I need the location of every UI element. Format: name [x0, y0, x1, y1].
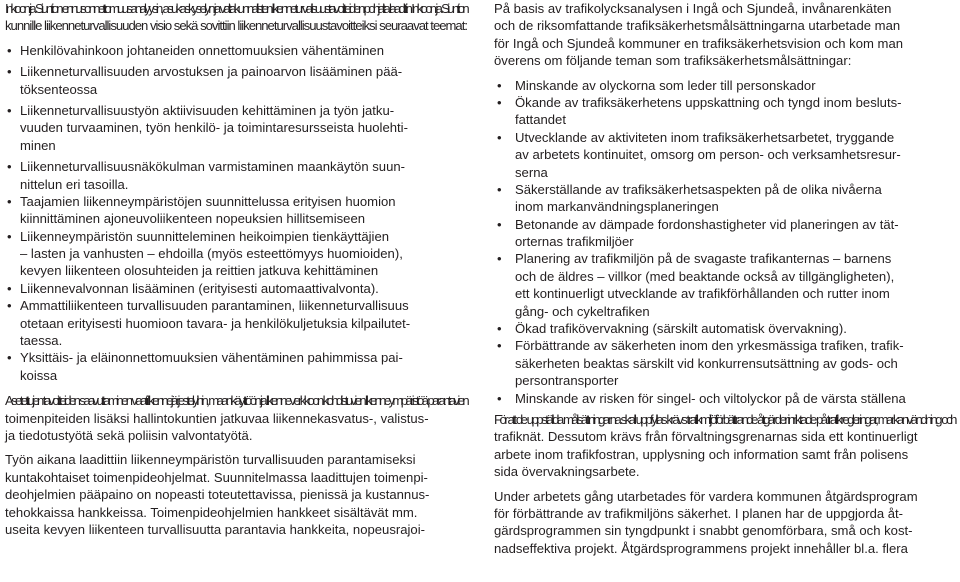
list-item: • Säkerställande av trafiksäkerhetsaspekten på de olika nivåerna: [494, 181, 955, 198]
list-item-continuation: fattandet: [515, 112, 566, 128]
finnish-column: [5, 0, 467, 538]
list-item-continuation: koissa: [20, 367, 58, 383]
intro-paragraph-sv: [494, 0, 955, 70]
list-item: • Taajamien liikenneympäristöjen suunnittelussa erityisen huomion: [5, 193, 467, 210]
text-line: överens om följande teman som trafiksäkerhetsmålsättningar:: [494, 53, 852, 69]
body-paragraph-sv: [494, 411, 955, 481]
list-item-continuation: kevyen liikenteen olosuhteiden ja reittien jatkuva kehittäminen: [20, 263, 379, 279]
list-item: • Minskande av risken för singel- och viltolyckor på de värsta ställena: [494, 390, 955, 407]
list-item: • Liikennevalvonnan lisääminen (erityisesti automaattivalvonta).: [5, 280, 467, 297]
text-line: tehokkaissa hankkeissa. Toimenpideohjelmien hankkeet sisältävät mm.: [5, 504, 418, 520]
list-item-continuation: kiinnittäminen ajoneuvoliikenteen nopeuksien hillitsemiseen: [20, 211, 366, 227]
list-item-continuation: vuuden turvaaminen, työn henkilö- ja toimintaresursseista huolehti-: [20, 120, 408, 136]
list-item: • Liikenneturvallisuustyön aktiivisuuden kehittäminen ja työn jatku-: [5, 102, 467, 119]
text-line: kunnille liikenneturvallisuuden visio sekä sovittiin liikenneturvallisuustavoitteiksi seuraavat teemat:: [5, 18, 467, 34]
list-item: • Yksittäis- ja eläinonnettomuuksien vähentäminen pahimmissa pai-: [5, 349, 467, 366]
list-item-continuation: inom markanvändningsplaneringen: [515, 199, 719, 215]
list-item: • Liikenneympäristön suunnitteleminen heikoimpien tienkäyttäjien: [5, 228, 467, 245]
list-item-continuation: otetaan erityisesti huomioon tavara- ja henkilökuljetuksia kilpailutet-: [20, 315, 411, 331]
list-item-continuation: säkerheten beaktas särskilt vid konkurrensutsättning av gods- och: [515, 355, 898, 371]
list-item: • Ökad trafikövervakning (särskilt automatisk övervakning).: [494, 320, 955, 337]
list-item-continuation: ett kontinuerligt utvecklande av trafikförhållanden och rutter inom: [515, 286, 890, 302]
text-line: Inkoon ja Siuntion ennusonnettomuusanalyysin, asukaskyselyn ja valtakunnallisten liikenneturvallisuustavoitteiden pohjalta laadittiin Inkoon ja Siuntion: [5, 1, 467, 16]
text-line: Under arbetets gång utarbetades för vardera kommunen åtgärdsprogram: [494, 488, 918, 504]
text-line: Asetettujen tavoitteiden saavuttaminen vaatii liikennejärjestelyihin, maankäyttöön ja liikenneverkkoon kohdistuvien liikenneympäristöä parantavien: [5, 393, 467, 409]
list-item: • Utvecklande av aktiviteten inom trafiksäkerhetsarbetet, tryggande: [494, 129, 955, 146]
list-item-continuation: gång- och cykeltrafiken: [515, 303, 650, 319]
list-item: • Planering av trafikmiljön på de svagaste trafikanternas – barnens: [494, 250, 955, 267]
body-paragraph-fi: [5, 392, 467, 444]
list-item: • Minskande av olyckorna som leder till personskador: [494, 77, 955, 94]
text-line: Työn aikana laadittiin liikenneympäristön turvallisuuden parantamiseksi: [5, 452, 416, 468]
text-line: deohjelmien pääpaino on nopeasti toteutettavissa, pienissä ja kustannus-: [5, 487, 430, 503]
list-item-continuation: serna: [515, 164, 548, 180]
text-line: nadseffektiva projekt. Åtgärdsprogrammens projekt innehåller bl.a. flera: [494, 540, 908, 556]
list-item: • Ammattiliikenteen turvallisuuden parantaminen, liikenneturvallisuus: [5, 297, 467, 314]
text-line: kuntakohtaiset toimenpideohjelmat. Suunnitelmassa laadittujen toimenpi-: [5, 469, 428, 485]
text-line: ja tiedotustyötä sekä poliisin valvontatyötä.: [5, 427, 253, 443]
list-item-continuation: orternas trafikmiljöer: [515, 234, 634, 250]
text-line: för förbättrande av trafikmiljöns säkerhet. I planen har de uppgjorda åt-: [494, 505, 904, 521]
text-line: toimenpiteiden lisäksi hallintokuntien jatkuvaa liikennekasvatus-, valistus-: [5, 410, 429, 426]
list-item: • Liikenneturvallisuuden arvostuksen ja painoarvon lisääminen pää-: [5, 63, 467, 80]
bullet-list-fi: [5, 42, 467, 384]
text-line: För att de uppställda målsättningarna skall uppfyllas krävs trafikmiljöförbättrande åtgärder inriktade på trafikregleringar, markanvändning och: [494, 411, 956, 427]
text-line: för Ingå och Sjundeå kommuner en trafiksäkerhetsvision och kom man: [494, 35, 904, 51]
list-item: • Betonande av dämpade fordonshastigheter vid planeringen av tät-: [494, 216, 955, 233]
list-item-continuation: och de äldres – villkor (med beaktande också av tillgängligheten),: [515, 268, 895, 284]
text-line: sida övervakningsarbete.: [494, 464, 640, 480]
body-paragraph-fi: [5, 451, 467, 538]
list-item-continuation: minen: [20, 137, 56, 153]
text-line: arbete inom trafikfostran, upplysning och information samt från polisens: [494, 446, 909, 462]
list-item-continuation: töksenteossa: [20, 81, 98, 97]
body-paragraph-sv: [494, 488, 955, 558]
list-item: • Henkilövahinkoon johtaneiden onnettomuuksien vähentäminen: [5, 42, 467, 59]
text-line: och de riksomfattande trafiksäkerhetsmålsättningarna utarbetade man: [494, 18, 901, 34]
list-item-continuation: nittelun eri tasoilla.: [20, 176, 129, 192]
list-item: • Ökande av trafiksäkerhetens uppskattning och tyngd inom besluts-: [494, 94, 955, 111]
list-item: • Liikenneturvallisuusnäkökulman varmistaminen maankäytön suun-: [5, 158, 467, 175]
list-item-continuation: taessa.: [20, 333, 63, 349]
swedish-column: [494, 0, 955, 557]
text-line: gärdsprogrammen sin tyngdpunkt i snabbt genomförbara, små och kost-: [494, 523, 913, 539]
text-line: På basis av trafikolycksanalysen i Ingå och Sjundeå, invånarenkäten: [494, 1, 892, 16]
list-item-continuation: persontransporter: [515, 373, 619, 389]
list-item-continuation: av arbetets kontinuitet, omsorg om person- och verksamhetsresur-: [515, 147, 901, 163]
list-item-continuation: – lasten ja vanhusten – ehdoilla (myös esteettömyys huomioiden),: [20, 246, 403, 262]
list-item: • Förbättrande av säkerheten inom den yrkesmässiga trafiken, trafik-: [494, 337, 955, 354]
text-line: useita kevyen liikenteen turvallisuutta parantavia hankkeita, nopeusrajoi-: [5, 521, 425, 537]
intro-paragraph-fi: [5, 0, 467, 35]
text-line: trafiknät. Dessutom krävs från förvaltningsgrenarnas sida ett kontinuerligt: [494, 429, 918, 445]
bullet-list-sv: [494, 77, 955, 407]
